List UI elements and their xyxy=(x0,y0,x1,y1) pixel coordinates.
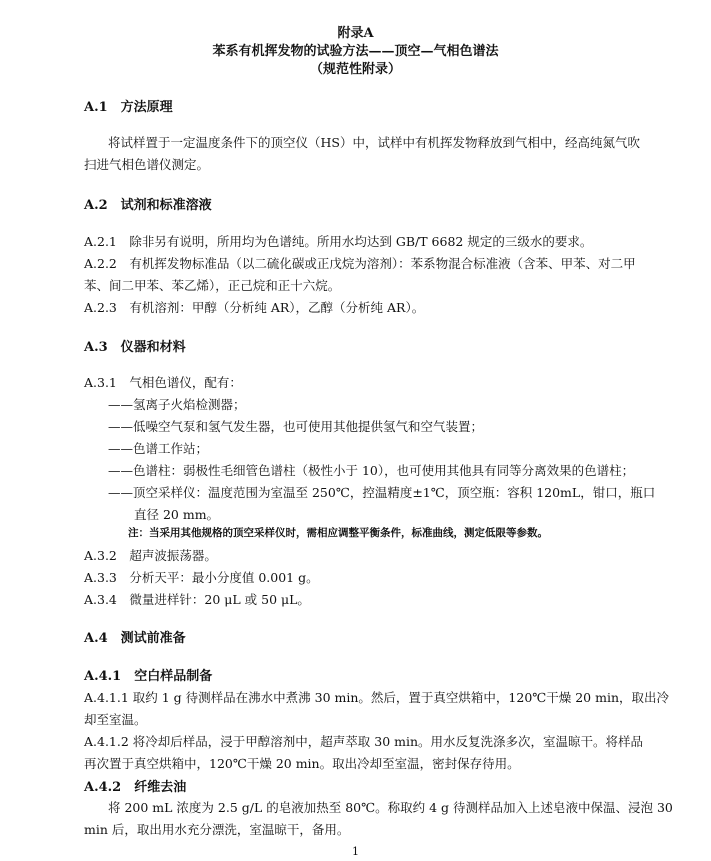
paragraph-line: ——色谱工作站； xyxy=(108,441,209,456)
paragraph-line: A.2.2 有机挥发物标准品（以二硫化碳或正戊烷为溶剂）：苯系物混合标准液（含苯、甲苯、对二甲 xyxy=(84,256,636,271)
section-heading: A.4.2 纤维去油 xyxy=(84,780,187,795)
appendix-label: 附录A xyxy=(337,26,374,41)
paragraph-line: A.4.1.1 取约 1 g 待测样品在沸水中煮沸 30 min。然后，置于真空烘箱中，120℃干燥 20 min，取出冷 xyxy=(84,690,670,705)
document-subtitle: （规范性附录） xyxy=(309,62,401,77)
paragraph-line: 却至室温。 xyxy=(84,712,147,727)
section-heading: A.2 试剂和标准溶液 xyxy=(84,198,212,213)
note-text: 注：当采用其他规格的顶空采样仪时，需相应调整平衡条件，标准曲线，测定低限等参数。 xyxy=(128,527,548,539)
paragraph-line: 苯、间二甲苯、苯乙烯），正己烷和正十六烷。 xyxy=(84,278,341,293)
paragraph-line: A.4.1.2 将冷却后样品，浸于甲醇溶剂中，超声萃取 30 min。用水反复洗涤多次，室温晾干。将样品 xyxy=(84,734,644,749)
paragraph-line: ——氢离子火焰检测器； xyxy=(108,397,246,412)
paragraph-line: A.3.2 超声波振荡器。 xyxy=(84,548,217,563)
paragraph-line: ——顶空采样仪：温度范围为室温至 250℃，控温精度±1℃，顶空瓶：容积 120mL，钳口，瓶口 xyxy=(108,485,656,500)
section-heading: A.3 仪器和材料 xyxy=(84,340,186,355)
paragraph-line: 再次置于真空烘箱中，120℃干燥 20 min。取出冷却至室温，密封保存待用。 xyxy=(84,756,520,771)
paragraph-line: A.3.4 微量进样针：20 μL 或 50 μL。 xyxy=(84,592,310,607)
section-heading: A.4.1 空白样品制备 xyxy=(84,669,213,684)
paragraph-line: 扫进气相色谱仪测定。 xyxy=(84,157,210,172)
page-number: 1 xyxy=(352,845,359,858)
paragraph-line: A.2.3 有机溶剂：甲醇（分析纯 AR），乙醇（分析纯 AR）。 xyxy=(84,300,425,315)
paragraph-line: ——低噪空气泵和氢气发生器，也可使用其他提供氢气和空气装置； xyxy=(108,419,484,434)
paragraph-line: 直径 20 mm。 xyxy=(134,507,220,522)
paragraph-line: 将 200 mL 浓度为 2.5 g/L 的皂液加热至 80℃。称取约 4 g 待测样品加入上述皂液中保温、浸泡 30 xyxy=(108,800,673,815)
paragraph-line: A.3.3 分析天平：最小分度值 0.001 g。 xyxy=(84,570,319,585)
paragraph-line: ——色谱柱：弱极性毛细管色谱柱（极性小于 10），也可使用其他具有同等分离效果的色谱柱； xyxy=(108,463,635,478)
section-heading: A.4 测试前准备 xyxy=(84,631,186,646)
paragraph-line: A.2.1 除非另有说明，所用均为色谱纯。所用水均达到 GB/T 6682 规定的三级水的要求。 xyxy=(84,234,593,249)
paragraph-line: 将试样置于一定温度条件下的顶空仪（HS）中，试样中有机挥发物释放到气相中，经高纯氮气吹 xyxy=(108,135,640,150)
document-title: 苯系有机挥发物的试验方法——顶空—气相色谱法 xyxy=(212,44,499,59)
paragraph-line: min 后，取出用水充分漂洗，室温晾干，备用。 xyxy=(84,822,350,837)
section-heading: A.1 方法原理 xyxy=(84,100,173,115)
paragraph-line: A.3.1 气相色谱仪，配有： xyxy=(84,375,242,390)
